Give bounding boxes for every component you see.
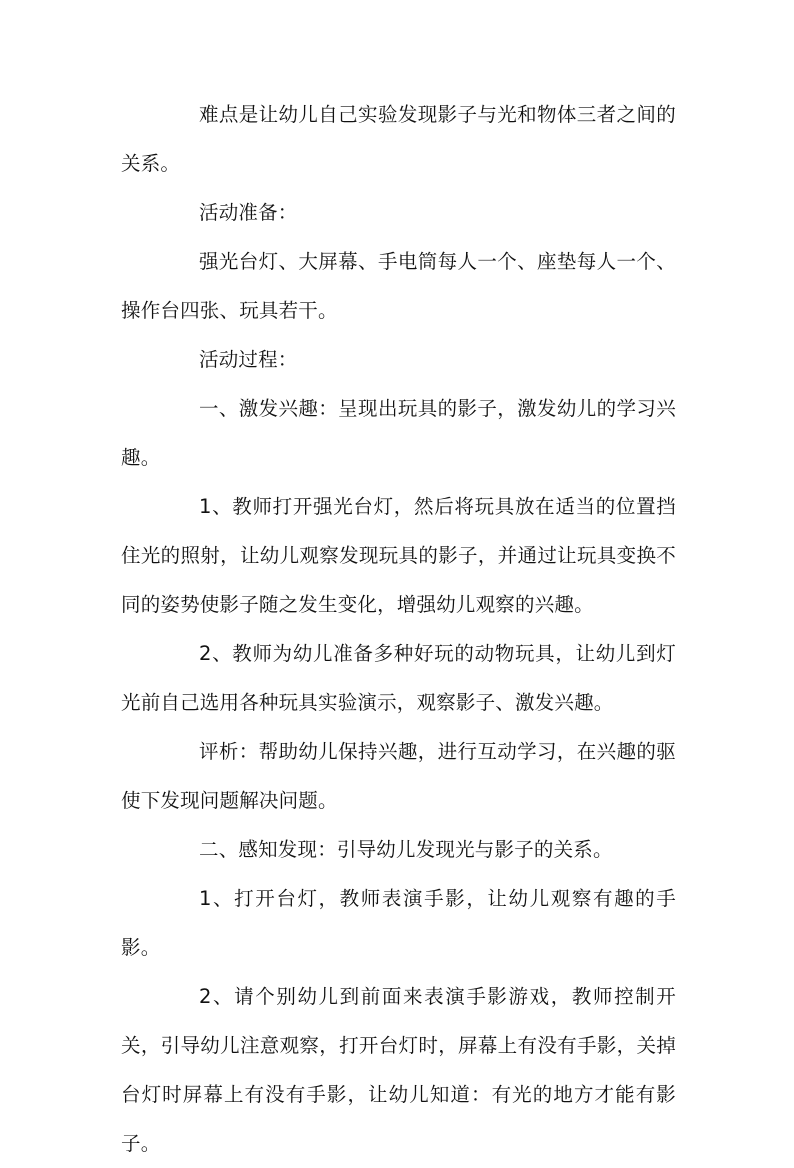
section-two-heading: 二、感知发现：引导幼儿发现光与影子的关系。 xyxy=(199,838,613,861)
section-one-heading: 一、激发兴趣：呈现出玩具的影子，激发幼儿的学习兴趣。 xyxy=(121,397,676,469)
paragraph-step-1-2: 2、教师为幼儿准备多种好玩的动物玩具，让幼儿到灯光前自己选用各种玩具实验演示，观察影子、激发兴趣。 xyxy=(121,642,676,714)
heading-activity-process: 活动过程： xyxy=(199,348,298,371)
paragraph-evaluation: 评析：帮助幼儿保持兴趣，进行互动学习，在兴趣的驱使下发现问题解决问题。 xyxy=(121,740,676,812)
paragraph-step-2-2: 2、请个别幼儿到前面来表演手影游戏，教师控制开关，引导幼儿注意观察，打开台灯时，屏幕上有没有手影，关掉台灯时屏幕上有没有手影，让幼儿知道：有光的地方才能有影子。 xyxy=(121,985,676,1155)
heading-activity-preparation: 活动准备： xyxy=(199,201,298,224)
paragraph-step-2-1: 1、打开台灯，教师表演手影，让幼儿观察有趣的手影。 xyxy=(121,887,676,959)
paragraph-step-1-1: 1、教师打开强光台灯，然后将玩具放在适当的位置挡住光的照射，让幼儿观察发现玩具的影子，并通过让玩具变换不同的姿势使影子随之发生变化，增强幼儿观察的兴趣。 xyxy=(121,495,676,616)
paragraph-materials: 强光台灯、大屏幕、手电筒每人一个、座垫每人一个、操作台四张、玩具若干。 xyxy=(121,250,676,322)
paragraph-difficulty: 难点是让幼儿自己实验发现影子与光和物体三者之间的关系。 xyxy=(121,103,676,175)
document-body xyxy=(121,90,676,1168)
